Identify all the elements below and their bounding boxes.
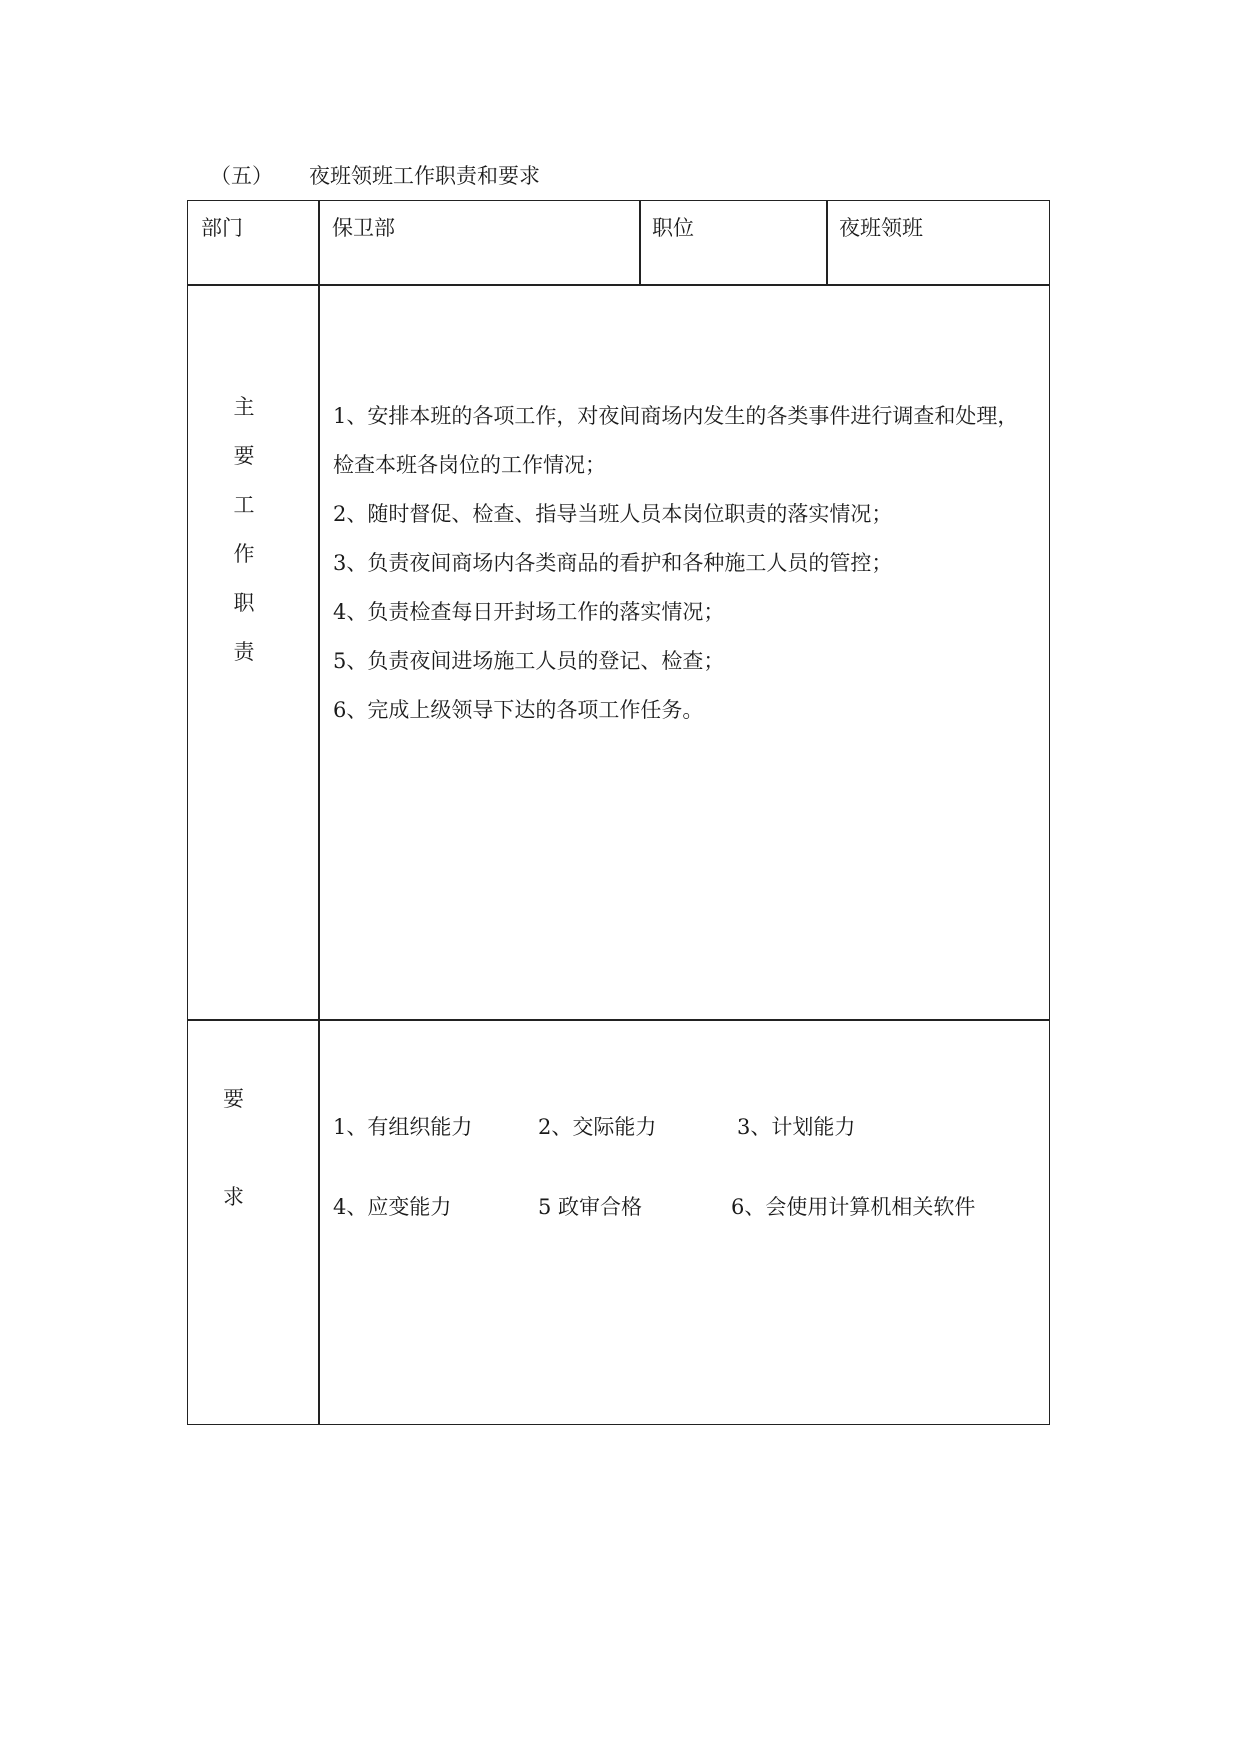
duty-line: 1、安排本班的各项工作，对夜间商场内发生的各类事件进行调查和处理， <box>333 404 1019 428</box>
duties-label-char: 职 <box>233 591 255 615</box>
duties-label-char: 作 <box>233 542 255 566</box>
col-divider-position <box>639 200 641 284</box>
duty-line: 3、负责夜间商场内各类商品的看护和各种施工人员的管控； <box>333 551 893 575</box>
duties-table <box>187 200 1050 1425</box>
requirement-item: 3、计划能力 <box>737 1115 856 1139</box>
requirement-item: 2、交际能力 <box>538 1115 657 1139</box>
requirement-item: 4、应变能力 <box>333 1195 452 1219</box>
duty-line: 2、随时督促、检查、指导当班人员本岗位职责的落实情况； <box>333 502 893 526</box>
req-label-char: 求 <box>223 1185 244 1209</box>
duties-label-char: 责 <box>233 640 255 664</box>
duty-line: 6、完成上级领导下达的各项工作任务。 <box>333 698 704 722</box>
row-divider-2 <box>187 1019 1050 1021</box>
duties-label <box>224 383 264 677</box>
requirement-item: 5 政审合格 <box>538 1195 643 1219</box>
section-number: （五） <box>210 164 273 188</box>
duties-label-char: 工 <box>233 493 255 517</box>
dept-label: 部门 <box>201 216 243 240</box>
duty-line: 检查本班各岗位的工作情况； <box>333 453 606 477</box>
row-divider-1 <box>187 284 1050 286</box>
requirement-item: 1、有组织能力 <box>333 1115 473 1139</box>
duty-line: 5、负责夜间进场施工人员的登记、检查； <box>333 649 725 673</box>
section-title: 夜班领班工作职责和要求 <box>309 164 540 188</box>
section-heading <box>210 160 540 190</box>
dept-value: 保卫部 <box>332 216 395 240</box>
position-label: 职位 <box>652 216 694 240</box>
position-value: 夜班领班 <box>839 216 923 240</box>
duties-label-char: 主 <box>233 395 255 419</box>
duty-line: 4、负责检查每日开封场工作的落实情况； <box>333 600 725 624</box>
req-label-char: 要 <box>223 1087 244 1111</box>
col-divider-position-value <box>826 200 828 284</box>
requirement-item: 6、会使用计算机相关软件 <box>731 1195 976 1219</box>
duties-list <box>333 392 1041 735</box>
col-divider-label <box>318 200 320 1425</box>
duties-label-char: 要 <box>233 444 255 468</box>
